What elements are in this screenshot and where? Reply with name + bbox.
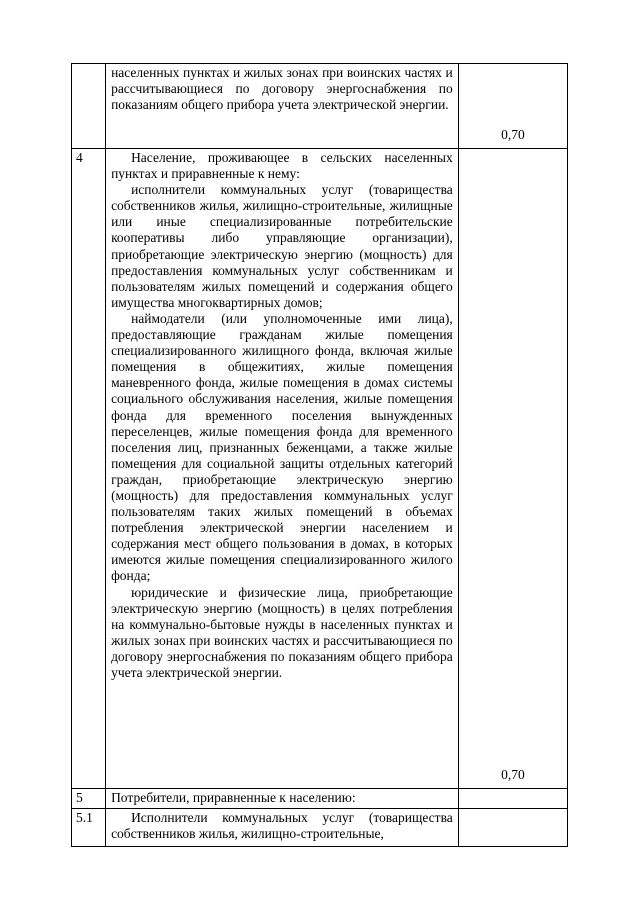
row-number: 4 xyxy=(72,149,106,789)
row-number: 5.1 xyxy=(72,809,106,847)
row-description xyxy=(106,64,459,149)
paragraph: Население, проживающее в сельских населенных пунктах и приравненные к нему: xyxy=(111,150,453,182)
row-description xyxy=(106,809,459,847)
row-value: 0,70 xyxy=(458,64,567,149)
paragraph: юридические и физические лица, приобретающие электрическую энергию (мощность) в целях потребления на коммунально-бытовые нужды в населенных пунктах и жилых зонах при воинских частях и рассчитывающиеся по договору энергоснабжения по показаниям общего прибора учета электрической энергии. xyxy=(111,584,453,680)
row-number xyxy=(72,64,106,149)
row-description xyxy=(106,789,459,809)
table-row xyxy=(72,149,568,789)
paragraph: Исполнители коммунальных услуг (товарищества собственников жилья, жилищно-строительные, xyxy=(111,810,453,842)
table-row xyxy=(72,64,568,149)
table-row xyxy=(72,809,568,847)
row-value xyxy=(458,789,567,809)
paragraph: исполнители коммунальных услуг (товарищества собственников жилья, жилищно-строительные, жилищные или иные специализированные потребительские кооперативы либо управляющие организации), приобретающие электрическую энергию (мощность) для предоставления коммунальных услуг собственникам и пользователям жилых помещений и содержания общего имущества многоквартирных домов; xyxy=(111,182,453,310)
row-value xyxy=(458,809,567,847)
paragraph: Потребители, приравненные к населению: xyxy=(111,790,356,805)
row-description xyxy=(106,149,459,789)
row-number: 5 xyxy=(72,789,106,809)
paragraph: населенных пунктах и жилых зонах при воинских частях и рассчитывающиеся по договору энергоснабжения по показаниям общего прибора учета электрической энергии. xyxy=(111,65,453,113)
row-value: 0,70 xyxy=(458,149,567,789)
paragraph: наймодатели (или уполномоченные ими лица), предоставляющие гражданам жилые помещения специализированного жилищного фонда, включая жилые помещения в общежитиях, жилые помещения маневренного фонда, жилые помещения в домах системы социального обслуживания населения, жилые помещения фонда для временного поселения вынужденных переселенцев, жилые помещения фонда для временного поселения лиц, признанных беженцами, а также жилые помещения для социальной защиты отдельных категорий граждан, приобретающие электрическую энергию (мощность) для предоставления коммунальных услуг пользователям таких жилых помещений в объемах потребления электрической энергии населением и содержания мест общего пользования в домах, в которых имеются жилые помещения специализированного жилого фонда; xyxy=(111,310,453,584)
tariff-table xyxy=(71,63,568,847)
table-row xyxy=(72,789,568,809)
